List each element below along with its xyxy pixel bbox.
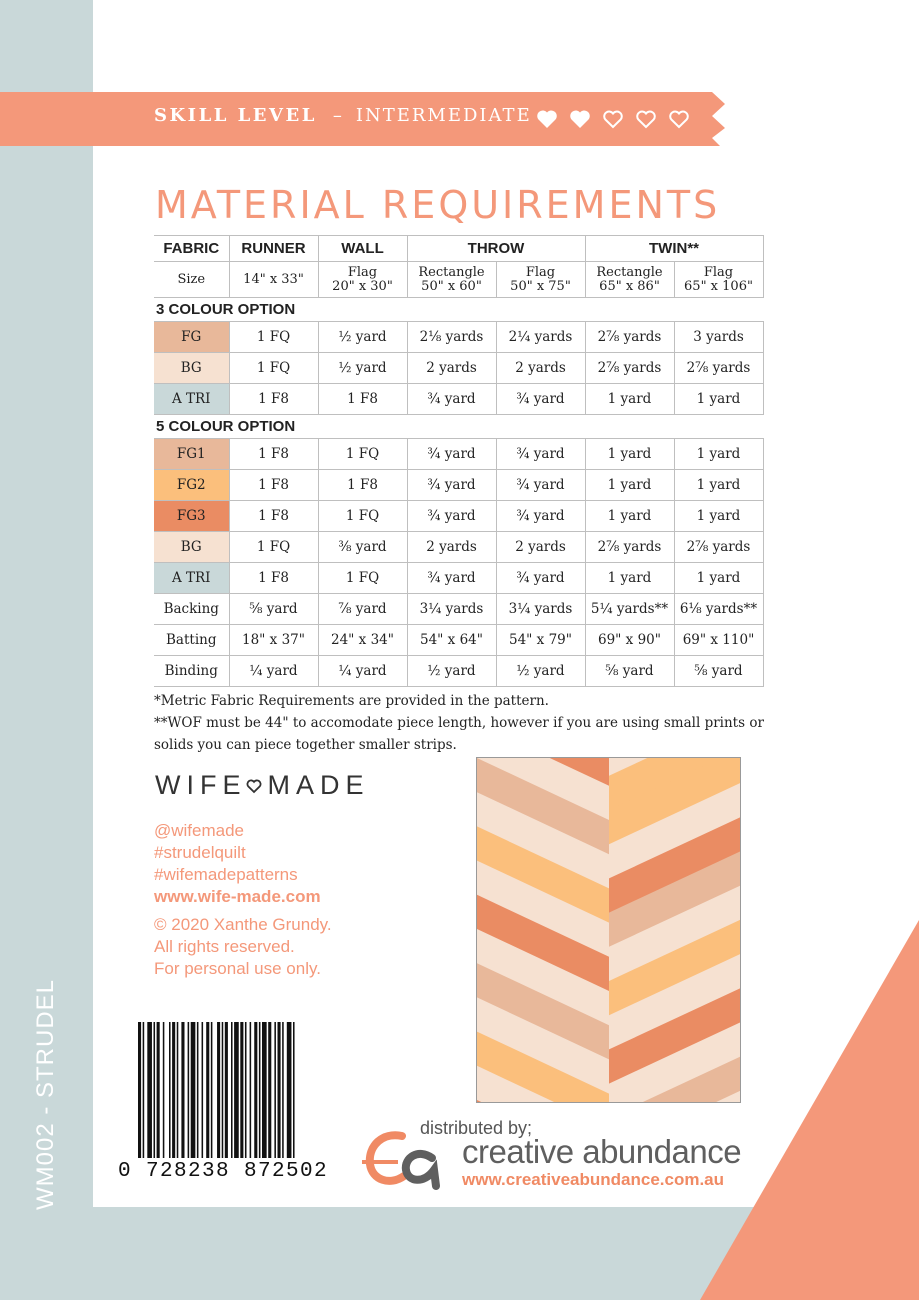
website-link[interactable]: www.wife-made.com <box>154 887 321 906</box>
barcode-bar <box>225 1022 228 1158</box>
barcode-bar <box>278 1022 281 1158</box>
table-cell: ¾ yard <box>496 384 585 415</box>
metric-note: *Metric Fabric Requirements are provided in the pattern. <box>154 693 549 709</box>
table-cell: 1 yard <box>674 384 763 415</box>
barcode-bar <box>282 1022 284 1158</box>
table-cell: ¾ yard <box>496 501 585 532</box>
hashtag-wifemadepatterns: #wifemadepatterns <box>154 865 298 884</box>
table-cell: 2⅛ yards <box>407 322 496 353</box>
heart-outline-icon <box>634 107 658 131</box>
barcode-bar <box>262 1022 267 1158</box>
table-row <box>154 322 763 353</box>
instagram-link[interactable]: @wifemade <box>154 821 245 840</box>
barcode-bar <box>231 1022 233 1158</box>
barcode-bar <box>138 1022 141 1158</box>
table-cell: 1 F8 <box>318 384 407 415</box>
table-cell: ¾ yard <box>407 501 496 532</box>
table-header-row <box>154 236 763 262</box>
barcode-bar <box>234 1022 239 1158</box>
barcode-bar <box>268 1022 271 1158</box>
table-cell: 3¼ yards <box>407 594 496 625</box>
size-row <box>154 262 763 298</box>
table-cell: 3¼ yards <box>496 594 585 625</box>
table-cell: ½ yard <box>407 656 496 687</box>
wof-note: **WOF must be 44" to accomodate piece length, however if you are using small prints or solids you can piece together smaller strips. <box>154 715 764 753</box>
heart-outline-icon <box>601 107 625 131</box>
table-cell: ¾ yard <box>496 439 585 470</box>
skill-level-value: INTERMEDIATE <box>355 105 532 126</box>
barcode-bar <box>157 1022 160 1158</box>
fabric-label: Binding <box>154 656 229 687</box>
table-cell: 2 yards <box>407 532 496 563</box>
barcode-bar <box>274 1022 276 1158</box>
fabric-label: FG2 <box>154 470 229 501</box>
table-cell: 1 yard <box>674 470 763 501</box>
section-5-colour: 5 COLOUR OPTION <box>154 415 763 439</box>
table-cell: 2 yards <box>496 532 585 563</box>
table-row <box>154 384 763 415</box>
table-cell: ¾ yard <box>496 470 585 501</box>
table-cell: ⅝ yard <box>674 656 763 687</box>
header-throw: THROW <box>407 236 585 262</box>
barcode-bar <box>202 1022 204 1158</box>
table-cell: 69" x 90" <box>585 625 674 656</box>
table-cell: 54" x 64" <box>407 625 496 656</box>
table-cell: 54" x 79" <box>496 625 585 656</box>
table-cell: 1 FQ <box>229 353 318 384</box>
distributed-by-label: distributed by; <box>420 1118 533 1138</box>
material-requirements-table <box>154 235 764 687</box>
table-cell: 2⅞ yards <box>674 353 763 384</box>
table-cell: 1 yard <box>585 563 674 594</box>
fabric-label: FG1 <box>154 439 229 470</box>
table-cell: 1 yard <box>585 384 674 415</box>
barcode-bar <box>172 1022 175 1158</box>
section-row <box>154 415 763 439</box>
table-cell: 2 yards <box>496 353 585 384</box>
table-cell: ¾ yard <box>407 384 496 415</box>
table-cell: 5¼ yards** <box>585 594 674 625</box>
table-cell: 1 yard <box>585 439 674 470</box>
wifemade-logo: WIFE MADE <box>155 770 370 800</box>
fabric-label: FG3 <box>154 501 229 532</box>
skill-level-text <box>154 105 532 126</box>
section-row <box>154 298 763 322</box>
table-cell: 2⅞ yards <box>585 322 674 353</box>
barcode-bar <box>293 1022 295 1158</box>
table-cell: ¾ yard <box>407 470 496 501</box>
table-cell: 2⅞ yards <box>585 353 674 384</box>
barcode-bar <box>197 1022 199 1158</box>
table-cell: 1 F8 <box>318 470 407 501</box>
table-cell: 1 FQ <box>318 439 407 470</box>
barcode-bar <box>169 1022 171 1158</box>
quilt-illustration <box>476 757 741 1103</box>
table-row <box>154 532 763 563</box>
barcode-bar <box>191 1022 196 1158</box>
table-row <box>154 439 763 470</box>
table-cell: 1 F8 <box>229 563 318 594</box>
table-cell: 1 yard <box>585 470 674 501</box>
table-cell: 2⅞ yards <box>674 532 763 563</box>
table-cell: ⅝ yard <box>229 594 318 625</box>
table-cell: 1 FQ <box>318 563 407 594</box>
barcode-number: 0 728238 872502 <box>118 1160 329 1183</box>
barcode-bar <box>245 1022 247 1158</box>
fabric-label: Backing <box>154 594 229 625</box>
social-links <box>154 820 321 908</box>
barcode-bar <box>188 1022 190 1158</box>
section-3-colour: 3 COLOUR OPTION <box>154 298 763 322</box>
header-runner: RUNNER <box>229 236 318 262</box>
barcode-bar <box>177 1022 179 1158</box>
table-cell: 1 F8 <box>229 439 318 470</box>
barcode-bar <box>287 1022 292 1158</box>
table-cell: 1 FQ <box>318 501 407 532</box>
fabric-label: A TRI <box>154 563 229 594</box>
skill-separator: – <box>332 105 344 126</box>
barcode-bar <box>211 1022 213 1158</box>
table-cell: ⅞ yard <box>318 594 407 625</box>
table-cell: 69" x 110" <box>674 625 763 656</box>
size-cell: Flag 65" x 106" <box>674 262 763 298</box>
row-label: Size <box>154 262 229 298</box>
table-cell: ½ yard <box>318 353 407 384</box>
barcode-bar <box>143 1022 145 1158</box>
table-cell: 1 FQ <box>229 532 318 563</box>
table-cell: ¾ yard <box>407 439 496 470</box>
footnotes <box>154 690 764 756</box>
table-cell: 1 yard <box>674 501 763 532</box>
size-cell: Flag 50" x 75" <box>496 262 585 298</box>
table-cell: 2¼ yards <box>496 322 585 353</box>
barcode-bar <box>240 1022 243 1158</box>
table-cell: ¼ yard <box>229 656 318 687</box>
size-cell: Flag 20" x 30" <box>318 262 407 298</box>
table-cell: 2⅞ yards <box>585 532 674 563</box>
table-cell: 1 yard <box>585 501 674 532</box>
distributor-name: creative abundance <box>462 1133 742 1170</box>
size-cell: Rectangle 50" x 60" <box>407 262 496 298</box>
fabric-label: BG <box>154 532 229 563</box>
table-cell: ¾ yard <box>407 563 496 594</box>
header-fabric: FABRIC <box>154 236 229 262</box>
table-cell: 1 F8 <box>229 384 318 415</box>
fabric-label: A TRI <box>154 384 229 415</box>
fabric-label: BG <box>154 353 229 384</box>
table-cell: ¼ yard <box>318 656 407 687</box>
heart-logo-icon <box>245 777 263 795</box>
table-cell: 24" x 34" <box>318 625 407 656</box>
table-row <box>154 594 763 625</box>
barcode-bar <box>147 1022 152 1158</box>
barcode-bar <box>154 1022 156 1158</box>
skill-hearts <box>535 107 691 133</box>
hashtag-strudelquilt: #strudelquilt <box>154 843 246 862</box>
size-cell: 14" x 33" <box>229 262 318 298</box>
pattern-code: WM002 - STRUDEL <box>32 978 59 1210</box>
barcode-bar <box>206 1022 209 1158</box>
table-cell: ¾ yard <box>496 563 585 594</box>
skill-level-label: SKILL LEVEL <box>154 105 317 126</box>
fabric-label: Batting <box>154 625 229 656</box>
size-cell: Rectangle 65" x 86" <box>585 262 674 298</box>
barcode-bar <box>181 1022 184 1158</box>
heart-outline-icon <box>667 107 691 131</box>
heart-filled-icon <box>568 107 592 131</box>
table-cell: ⅝ yard <box>585 656 674 687</box>
page-title: MATERIAL REQUIREMENTS <box>155 183 721 227</box>
table-cell: ½ yard <box>318 322 407 353</box>
table-cell: 18" x 37" <box>229 625 318 656</box>
table-row <box>154 353 763 384</box>
barcode-bar <box>259 1022 261 1158</box>
table-cell: 1 F8 <box>229 470 318 501</box>
barcode-bar <box>250 1022 252 1158</box>
fabric-label: FG <box>154 322 229 353</box>
copyright: © 2020 Xanthe Grundy. All rights reserved. For personal use only. <box>154 915 332 978</box>
distributor-url[interactable]: www.creativeabundance.com.au <box>462 1170 725 1189</box>
table-cell: 3 yards <box>674 322 763 353</box>
table-row <box>154 563 763 594</box>
header-twin: TWIN** <box>585 236 763 262</box>
table-row <box>154 470 763 501</box>
heart-filled-icon <box>535 107 559 131</box>
barcode-bar <box>163 1022 165 1158</box>
barcode-bar <box>254 1022 257 1158</box>
header-wall: WALL <box>318 236 407 262</box>
barcode-bar <box>217 1022 220 1158</box>
table-row <box>154 501 763 532</box>
table-cell: 1 yard <box>674 563 763 594</box>
table-cell: 2 yards <box>407 353 496 384</box>
table-cell: 6⅛ yards** <box>674 594 763 625</box>
table-cell: 1 F8 <box>229 501 318 532</box>
table-cell: ⅜ yard <box>318 532 407 563</box>
table-cell: 1 FQ <box>229 322 318 353</box>
table-row <box>154 656 763 687</box>
barcode-bar <box>222 1022 224 1158</box>
table-row <box>154 625 763 656</box>
table-cell: ½ yard <box>496 656 585 687</box>
table-cell: 1 yard <box>674 439 763 470</box>
